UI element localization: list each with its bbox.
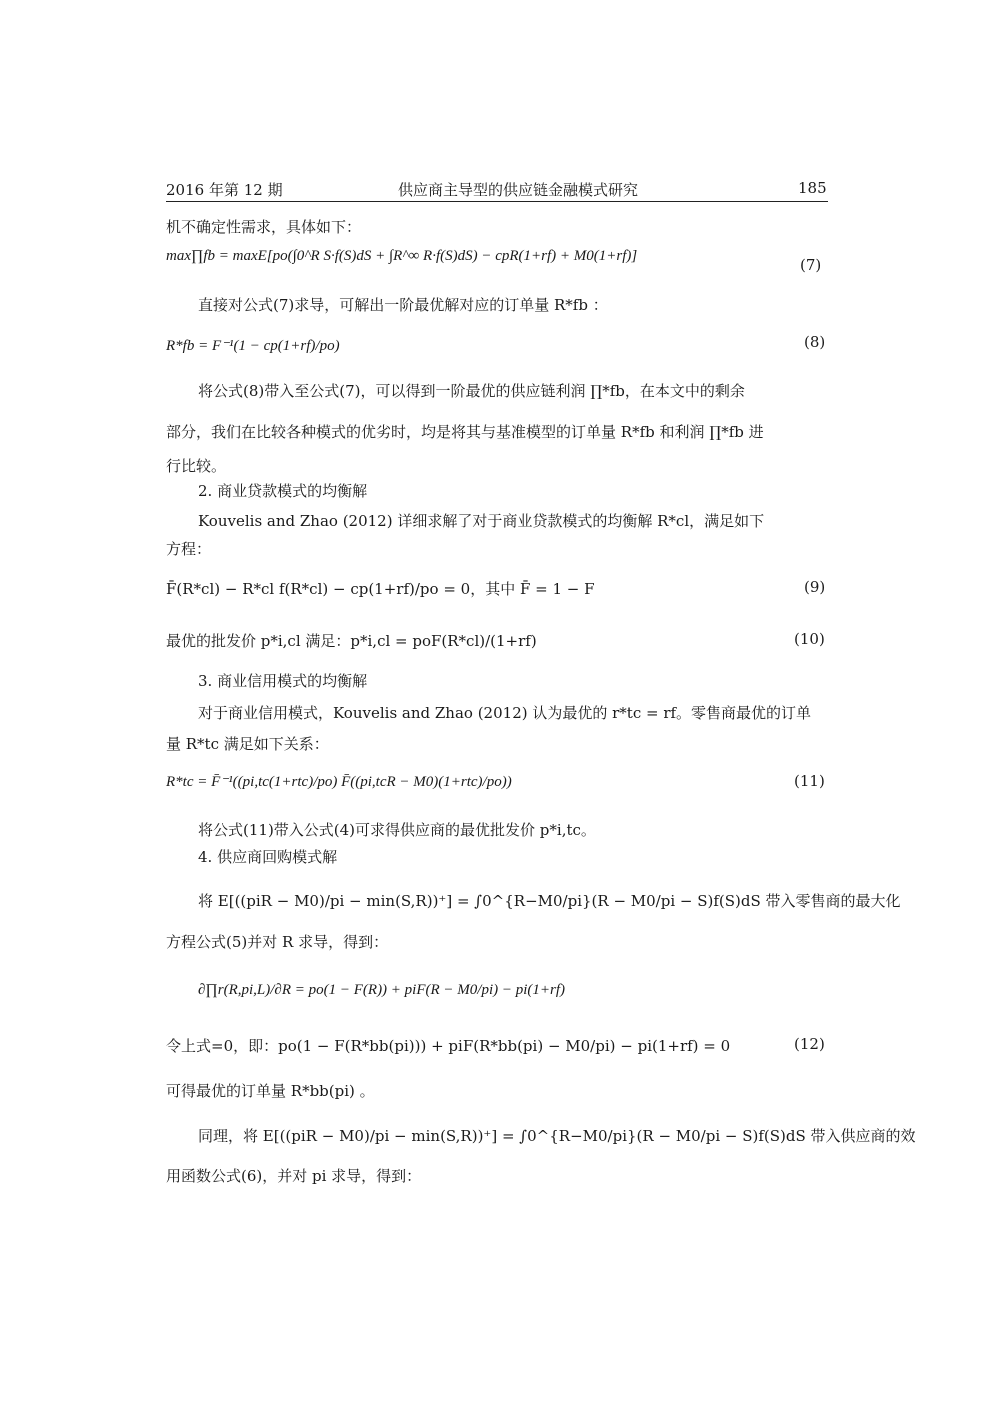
- equation-9: F̄(R*cl) − R*cl f(R*cl) − cp(1+rf)/po = 0，其中 F̄ = 1 − F: [166, 580, 595, 598]
- equation-number: (8): [804, 333, 826, 351]
- text-line: 方程：: [166, 540, 212, 558]
- text-line: 部分，我们在比较各种模式的优劣时，均是将其与基准模型的订单量 R*fb 和利润 ∏*fb 进: [166, 423, 764, 441]
- text-line: 对于商业信用模式，Kouvelis and Zhao (2012) 认为最优的 r*tc = rf。零售商最优的订单: [198, 704, 812, 722]
- text-line: 行比较。: [166, 457, 227, 475]
- section-heading: 2. 商业贷款模式的均衡解: [198, 482, 368, 500]
- page-number: 185: [798, 179, 827, 197]
- equation-12: 令上式=0，即：po(1 − F(R*bb(pi))) + piF(R*bb(pi) − M0/pi) − pi(1+rf) = 0: [166, 1037, 731, 1055]
- text-line: 量 R*tc 满足如下关系：: [166, 735, 329, 753]
- equation-number: (12): [794, 1035, 825, 1053]
- text-line: 方程公式(5)并对 R 求导，得到：: [166, 933, 389, 951]
- equation-7: max∏fb = maxE[po(∫0^R S·f(S)dS + ∫R^∞ R·f(S)dS) − cpR(1+rf) + M0(1+rf)]: [166, 248, 638, 264]
- equation-11: R*tc = F̄⁻¹((pi,tc(1+rtc)/po) F̄((pi,tcR − M0)(1+rtc)/po)): [166, 774, 512, 790]
- equation-number: (9): [804, 578, 826, 596]
- equation-number: (7): [800, 256, 822, 274]
- text-line: Kouvelis and Zhao (2012) 详细求解了对于商业贷款模式的均衡解 R*cl，满足如下: [198, 512, 765, 530]
- header-rule: [166, 201, 828, 202]
- running-title: 供应商主导型的供应链金融模式研究: [398, 181, 639, 199]
- section-heading: 3. 商业信用模式的均衡解: [198, 672, 368, 690]
- text-line: 可得最优的订单量 R*bb(pi) 。: [166, 1082, 375, 1100]
- text-line: 将公式(11)带入公式(4)可求得供应商的最优批发价 p*i,tc。: [198, 821, 596, 839]
- equation-inline: 同理，将 E[((piR − M0)/pi − min(S,R))⁺] = ∫0^{R−M0/pi}(R − M0/pi − S)f(S)dS 带入供应商的效: [198, 1127, 916, 1145]
- equation-inline: 将 E[((piR − M0)/pi − min(S,R))⁺] = ∫0^{R−M0/pi}(R − M0/pi − S)f(S)dS 带入零售商的最大化: [198, 892, 901, 910]
- section-heading: 4. 供应商回购模式解: [198, 848, 338, 866]
- text-line: 将公式(8)带入至公式(7)，可以得到一阶最优的供应链利润 ∏*fb，在本文中的剩余: [198, 382, 745, 400]
- equation-10: 最优的批发价 p*i,cl 满足：p*i,cl = poF(R*cl)/(1+rf): [166, 632, 537, 650]
- equation-number: (11): [794, 772, 825, 790]
- text-line: 直接对公式(7)求导，可解出一阶最优解对应的订单量 R*fb ：: [198, 296, 608, 314]
- equation-derivative: ∂∏r(R,pi,L)/∂R = po(1 − F(R)) + piF(R − M0/pi) − pi(1+rf): [198, 982, 566, 998]
- equation-8: R*fb = F⁻¹(1 − cp(1+rf)/po): [166, 338, 340, 354]
- text-line: 用函数公式(6)，并对 pi 求导，得到：: [166, 1167, 422, 1185]
- text-line: 机不确定性需求，具体如下：: [166, 218, 362, 236]
- equation-number: (10): [794, 630, 825, 648]
- journal-issue: 2016 年第 12 期: [166, 181, 283, 199]
